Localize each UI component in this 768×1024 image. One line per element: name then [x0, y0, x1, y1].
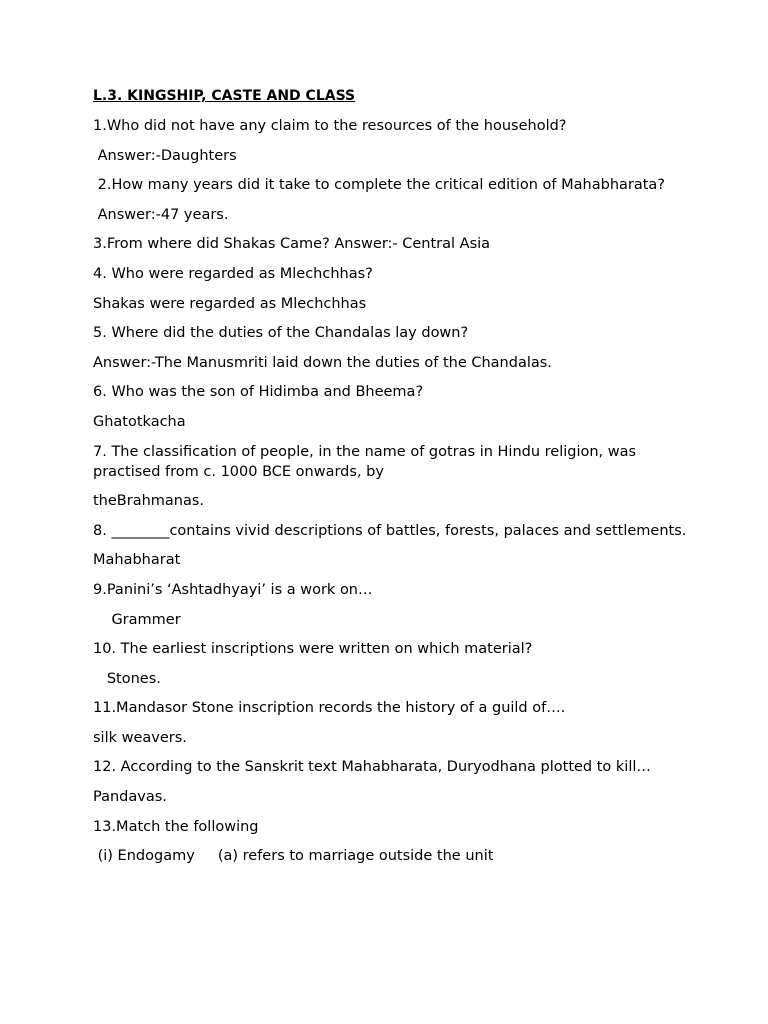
page-title: L.3. KINGSHIP, CASTE AND CLASS: [93, 88, 356, 104]
line-18: 10. The earliest inscriptions were written on which material?: [93, 641, 533, 658]
line-12: 7. The classification of people, in the name of gotras in Hindu religion, was practised from c. 1000 BCE onwards, by: [93, 443, 641, 480]
line-8: 5. Where did the duties of the Chandalas lay down?: [93, 325, 469, 342]
line-20: 11.Mandasor Stone inscription records the history of a guild of….: [93, 700, 566, 717]
line-13: theBrahmanas.: [93, 493, 205, 510]
line-19: Stones.: [93, 670, 161, 687]
line-3: 2.How many years did it take to complete the critical edition of Mahabharata?: [93, 177, 666, 194]
line-6: 4. Who were regarded as Mlechchhas?: [93, 265, 373, 282]
line-23: Pandavas.: [93, 789, 167, 806]
line-9: Answer:-The Manusmriti laid down the duties of the Chandalas.: [93, 354, 552, 371]
line-25: (i) Endogamy (a) refers to marriage outside the unit: [93, 848, 494, 865]
line-15: Mahabharat: [93, 552, 181, 569]
line-16: 9.Panini’s ‘Ashtadhyayi’ is a work on…: [93, 581, 373, 598]
line-10: 6. Who was the son of Hidimba and Bheema?: [93, 384, 424, 401]
line-14: 8. ________contains vivid descriptions of battles, forests, palaces and settlements.: [93, 522, 687, 539]
line-2: Answer:-Daughters: [93, 147, 237, 164]
document-page: [93, 87, 693, 876]
line-17: Grammer: [93, 611, 181, 628]
line-4: Answer:-47 years.: [93, 206, 229, 223]
line-5: 3.From where did Shakas Came? Answer:- Central Asia: [93, 236, 491, 253]
line-1: 1.Who did not have any claim to the resources of the household?: [93, 118, 567, 134]
line-22: 12. According to the Sanskrit text Mahabharata, Duryodhana plotted to kill…: [93, 759, 651, 776]
line-24: 13.Match the following: [93, 818, 259, 835]
line-11: Ghatotkacha: [93, 413, 186, 430]
line-7: Shakas were regarded as Mlechchhas: [93, 295, 367, 312]
line-21: silk weavers.: [93, 729, 187, 746]
